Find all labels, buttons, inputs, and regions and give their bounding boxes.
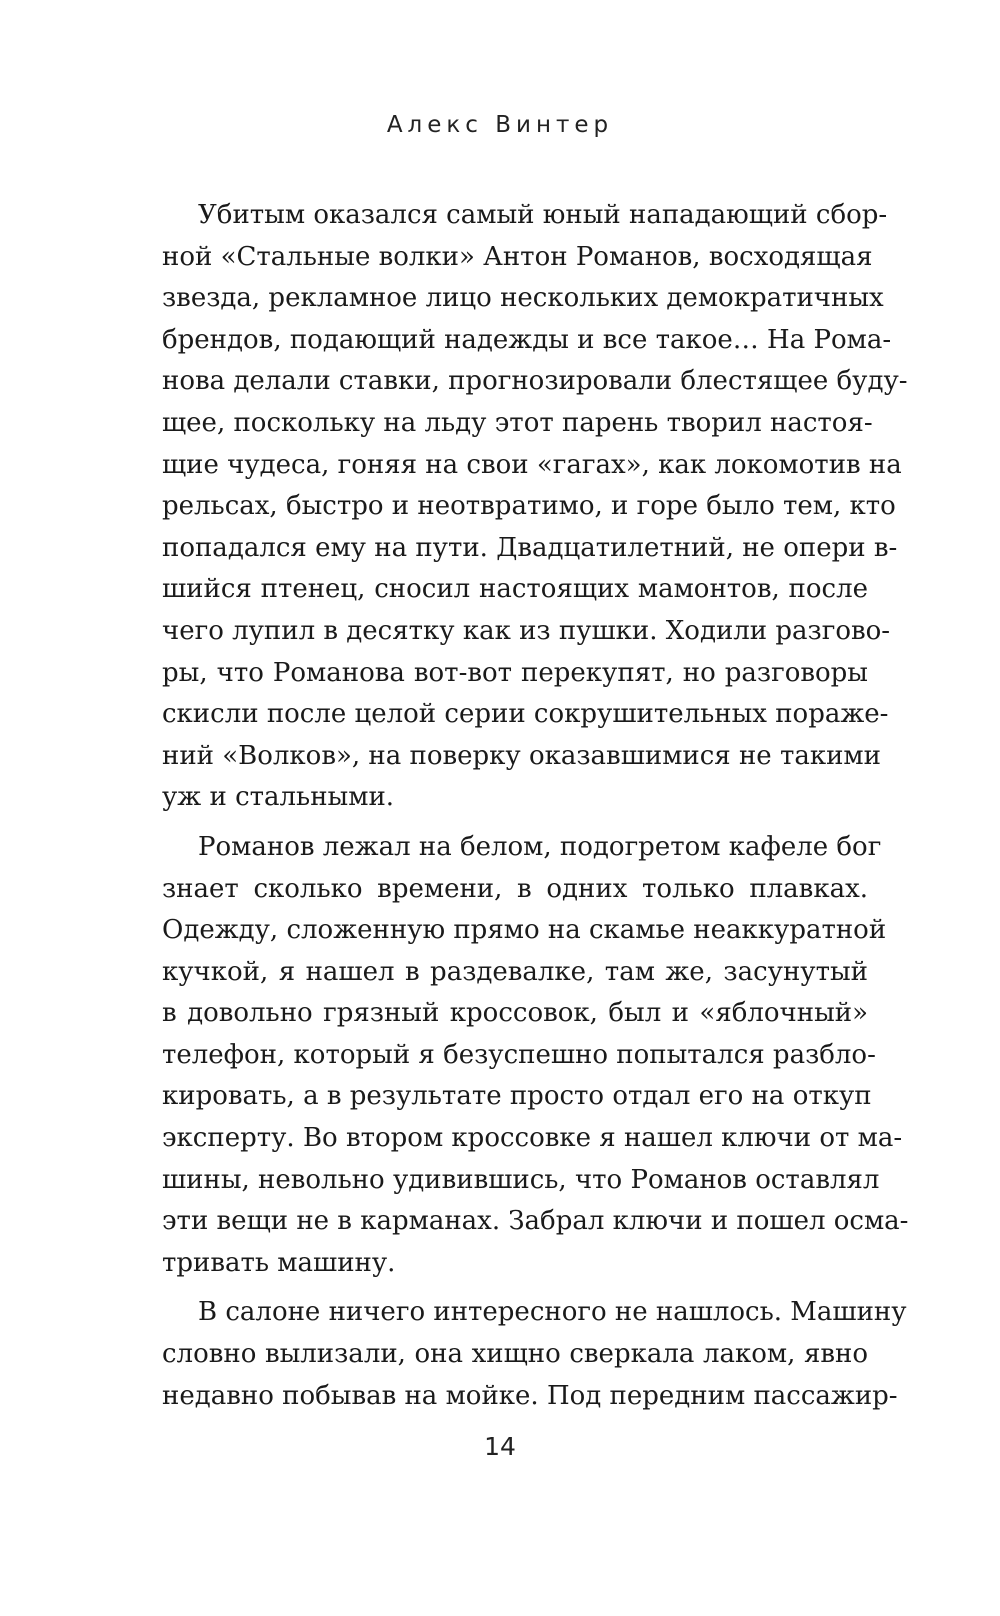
text-line: недавно побывав на мойке. Под передним пассажир- <box>162 1380 898 1411</box>
text-line: скисли после целой серии сокрушительных пораже- <box>162 699 889 730</box>
text-line: Убитым оказался самый юный нападающий сбор- <box>198 200 888 230</box>
text-line: попадался ему на пути. Двадцатилетний, не опери в- <box>162 532 898 563</box>
text-line: В салоне ничего интересного не нашлось. Машину <box>198 1297 907 1328</box>
text-line: кучкой, я нашел в раздевалке, там же, засунутый <box>162 956 868 987</box>
text-line: щее, поскольку на льду этот парень творил настоя- <box>162 407 873 438</box>
text-line: эти вещи не в карманах. Забрал ключи и пошел осма- <box>162 1206 909 1237</box>
text-line: шины, невольно удивившись, что Романов оставлял <box>162 1164 880 1195</box>
text-line: в довольно грязный кроссовок, был и «яблочный» <box>162 998 868 1029</box>
paragraph-3 <box>162 1292 907 1417</box>
text-line: чего лупил в десятку как из пушки. Ходили разгово- <box>162 615 891 646</box>
text-line: словно вылизали, она хищно сверкала лаком, явно <box>162 1339 868 1370</box>
text-line: уж и стальными. <box>162 782 395 813</box>
text-line: брендов, подающий надежды и все такое… На Рома- <box>162 324 892 355</box>
text-body <box>162 195 909 1417</box>
text-line: Романов лежал на белом, подогретом кафеле бог <box>198 831 882 862</box>
text-line: нова делали ставки, прогнозировали блестящее буду- <box>162 366 908 397</box>
text-line: ной «Стальные волки» Антон Романов, восходящая <box>162 241 873 272</box>
paragraph-spacer <box>162 1284 868 1292</box>
text-line: тривать машину. <box>162 1247 396 1278</box>
text-line: звезда, рекламное лицо нескольких демократичных <box>162 283 884 314</box>
text-line: эксперту. Во втором кроссовке я нашел ключи от ма- <box>162 1123 903 1154</box>
text-line: рельсах, быстро и неотвратимо, и горе было тем, кто <box>162 491 896 522</box>
text-line: ний «Волков», на поверку оказавшимися не такими <box>162 740 881 771</box>
text-line: Одежду, сложенную прямо на скамье неаккуратной <box>162 915 887 946</box>
paragraph-2 <box>162 827 909 1285</box>
paragraph-spacer <box>162 819 868 827</box>
text-line: знает сколько времени, в одних только плавках. <box>162 873 868 904</box>
text-line: шийся птенец, сносил настоящих мамонтов, после <box>162 574 868 605</box>
text-line: щие чудеса, гоняя на свои «гагах», как локомотив на <box>162 449 902 480</box>
text-line: телефон, который я безуспешно попытался разбло- <box>162 1039 876 1070</box>
page-number: 14 <box>484 1432 516 1461</box>
running-head-author: Алекс Винтер <box>386 112 614 138</box>
text-line: кировать, а в результате просто отдал его на откуп <box>162 1081 872 1112</box>
paragraph-1 <box>162 195 908 819</box>
text-line: ры, что Романова вот-вот перекупят, но разговоры <box>162 657 868 688</box>
